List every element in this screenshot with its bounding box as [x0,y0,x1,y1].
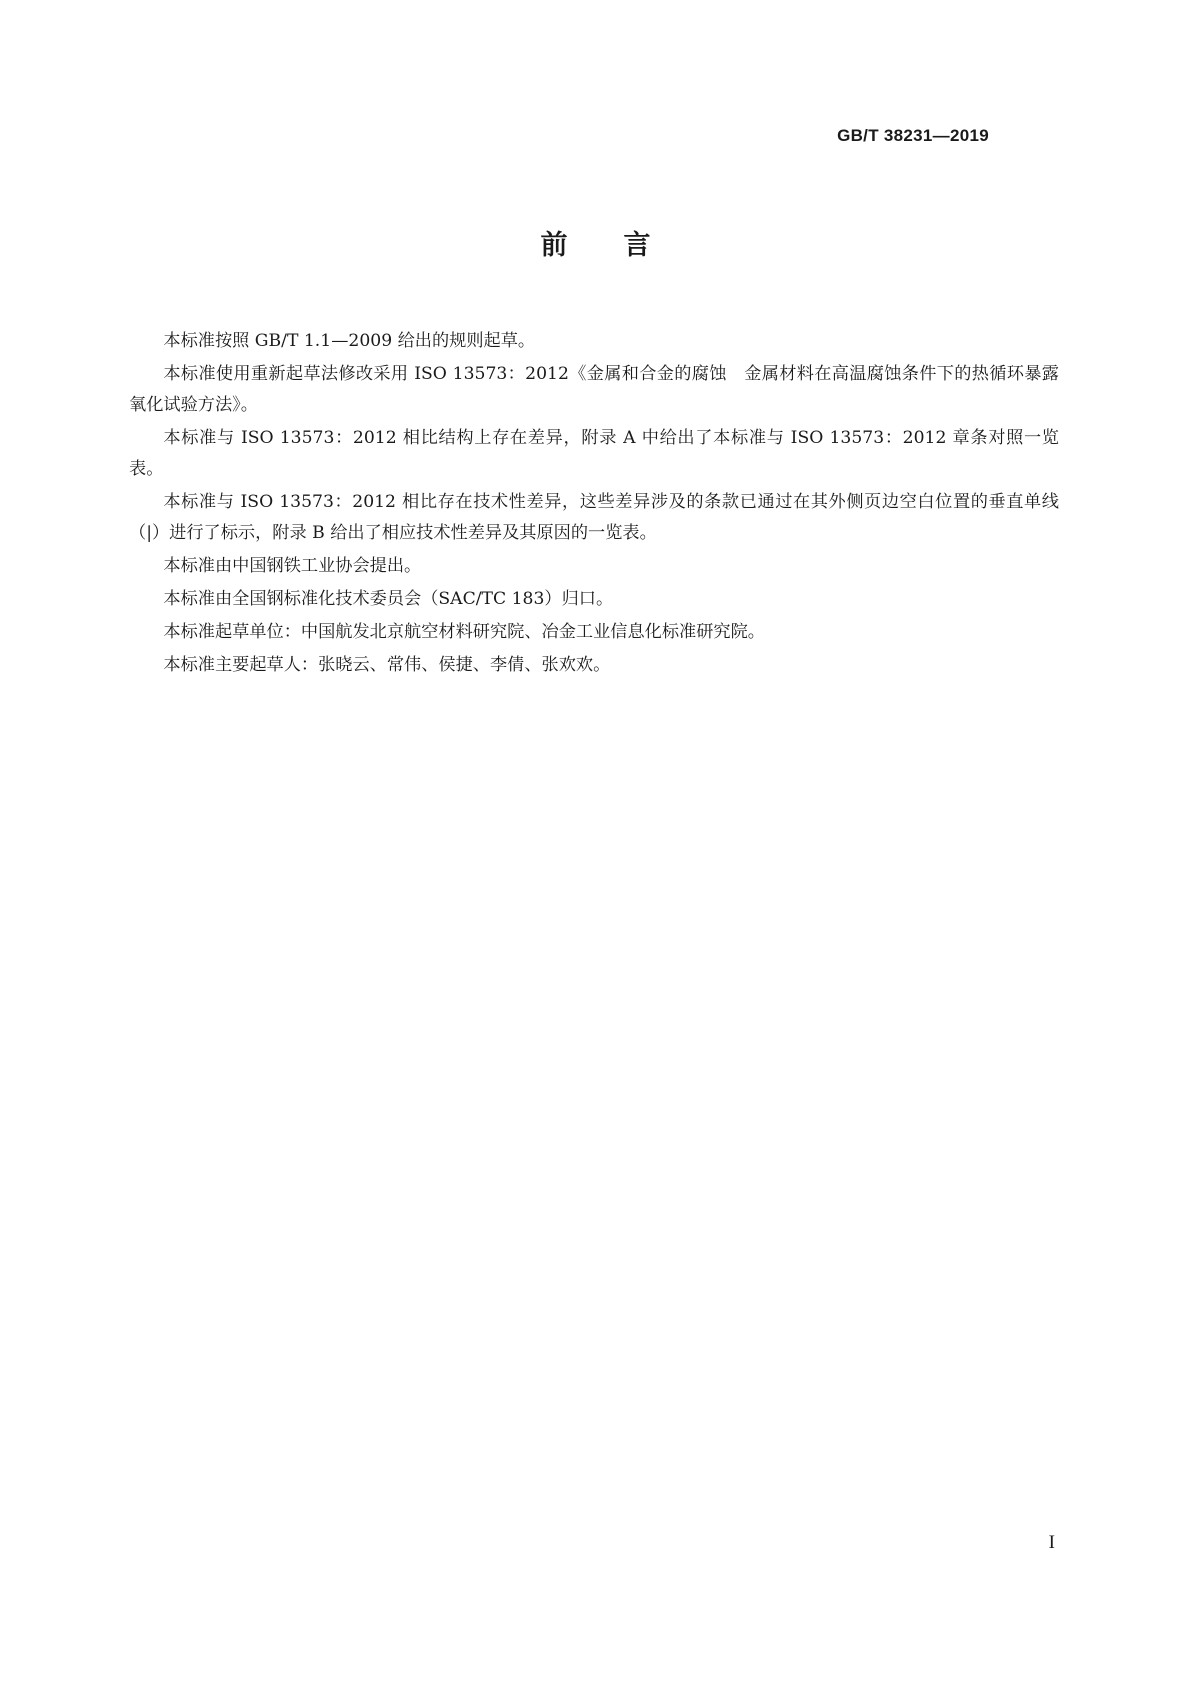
paragraph-structure-difference: 本标准与 ISO 13573：2012 相比结构上存在差异，附录 A 中给出了本标准与 ISO 13573：2012 章条对照一览表。 [129,428,1059,479]
paragraph-drafting-rules: 本标准按照 GB/T 1.1—2009 给出的规则起草。 [163,331,536,351]
paragraph-proposer: 本标准由中国钢铁工业协会提出。 [163,556,422,576]
paragraph-drafting-units: 本标准起草单位：中国航发北京航空材料研究院、冶金工业信息化标准研究院。 [163,622,765,642]
paragraph-drafters: 本标准主要起草人：张晓云、常伟、侯捷、李倩、张欢欢。 [163,655,611,675]
foreword-body [129,326,1059,683]
page-title: 前言 [540,230,707,261]
standard-code: GB/T 38231—2019 [837,126,989,145]
page-number: I [1048,1532,1055,1553]
paragraph-technical-difference: 本标准与 ISO 13573：2012 相比存在技术性差异，这些差异涉及的条款已通过在其外侧页边空白位置的垂直单线（|）进行了标示，附录 B 给出了相应技术性差异及其原因的一览表。 [129,492,1059,543]
paragraph-adoption: 本标准使用重新起草法修改采用 ISO 13573：2012《金属和合金的腐蚀 金属材料在高温腐蚀条件下的热循环暴露氧化试验方法》。 [129,364,1059,415]
paragraph-administrator: 本标准由全国钢标准化技术委员会（SAC/TC 183）归口。 [163,589,614,609]
